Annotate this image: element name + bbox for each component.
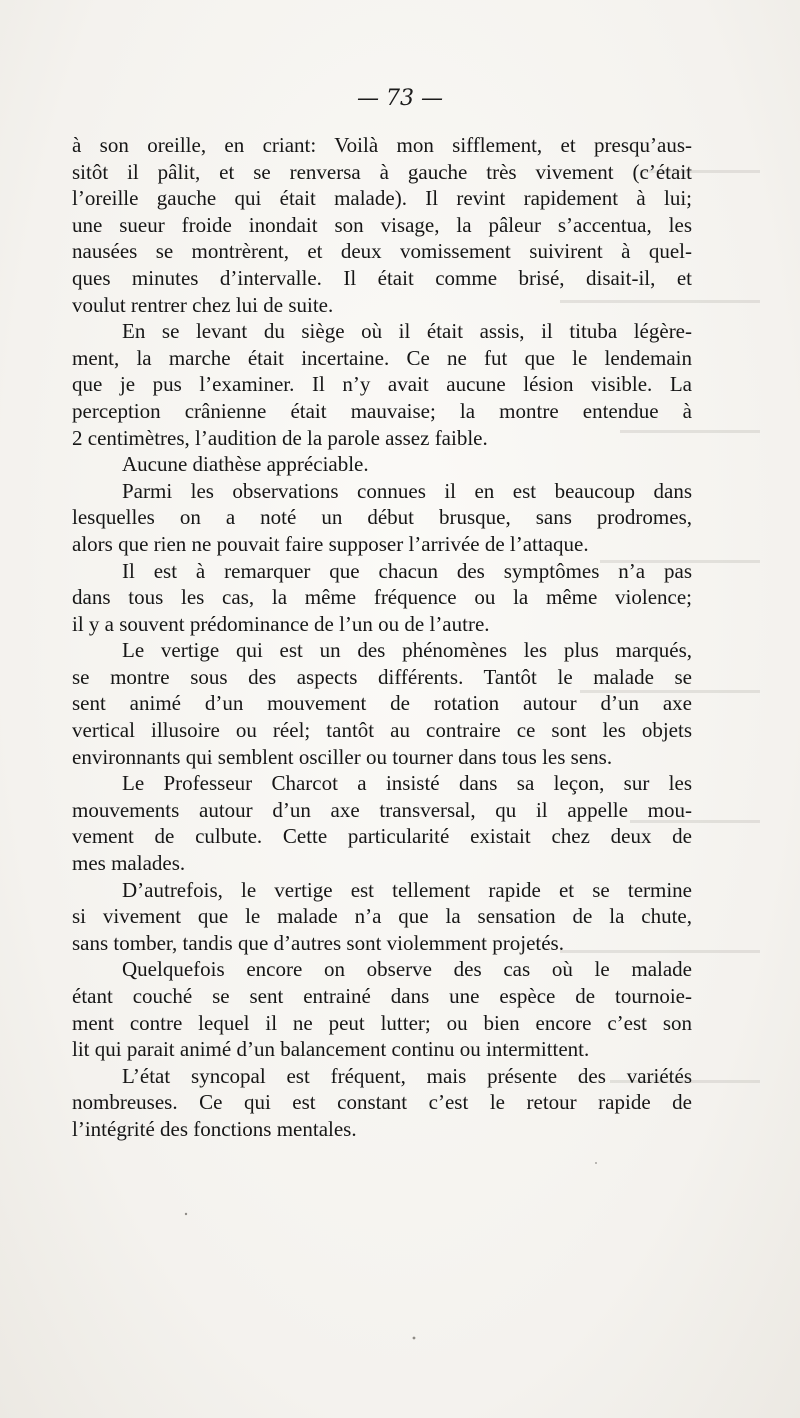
page-number: — 73 —	[357, 86, 443, 111]
text-line: mouvements autour d’un axe transversal, qu il appelle mou-	[72, 797, 692, 822]
text-line: alors que rien ne pouvait faire supposer l’arrivée de l’attaque.	[72, 531, 589, 556]
text-line: si vivement que le malade n’a que la sensation de la chute,	[72, 904, 692, 929]
text-line: vement de culbute. Cette particularité existait chez deux de	[72, 824, 692, 849]
text-line: 2 centimètres, l’audition de la parole assez faible.	[72, 425, 488, 450]
text-line: Parmi les observations connues il en est beaucoup dans	[122, 478, 692, 503]
text-line: Quelquefois encore on observe des cas où le malade	[122, 957, 692, 982]
text-line: environnants qui semblent osciller ou tourner dans tous les sens.	[72, 744, 613, 769]
text-line: Le Professeur Charcot a insisté dans sa leçon, sur les	[122, 771, 692, 796]
text-line: l’intégrité des fonctions mentales.	[72, 1116, 357, 1141]
text-line: ment, la marche était incertaine. Ce ne fut que le lendemain	[72, 345, 692, 370]
text-line: que je pus l’examiner. Il n’y avait aucune lésion visible. La	[72, 372, 692, 397]
body-text	[72, 132, 692, 1143]
text-line: il y a souvent prédominance de l’un ou de l’autre.	[72, 611, 490, 636]
text-line: sent animé d’un mouvement de rotation autour d’un axe	[72, 691, 692, 716]
text-line: une sueur froide inondait son visage, la pâleur s’accentua, les	[72, 212, 692, 237]
text-line: D’autrefois, le vertige est tellement rapide et se termine	[122, 877, 692, 902]
text-line: sitôt il pâlit, et se renversa à gauche très vivement (c’était	[72, 159, 692, 184]
text-line: Il est à remarquer que chacun des symptômes n’a pas	[122, 558, 692, 583]
text-line: Le vertige qui est un des phénomènes les plus marqués,	[122, 638, 692, 663]
text-line: étant couché se sent entrainé dans une espèce de tournoie-	[72, 984, 692, 1008]
text-line: En se levant du siège où il était assis, il tituba légère-	[122, 319, 692, 344]
text-line: voulut rentrer chez lui de suite.	[72, 292, 334, 317]
text-line: ques minutes d’intervalle. Il était comme brisé, disait-il, et	[72, 265, 692, 290]
text-line: dans tous les cas, la même fréquence ou la même violence;	[72, 585, 692, 610]
text-line: perception crânienne était mauvaise; la montre entendue à	[72, 398, 692, 423]
text-line: à son oreille, en criant: Voilà mon sifflement, et presqu’aus-	[72, 133, 692, 157]
text-line: L’état syncopal est fréquent, mais présente des variétés	[122, 1063, 692, 1088]
text-line: se montre sous des aspects différents. Tantôt le malade se	[72, 664, 692, 689]
text-line: mes malades.	[72, 851, 186, 876]
text-line: l’oreille gauche qui était malade). Il revint rapidement à lui;	[72, 186, 692, 211]
text-line: vertical illusoire ou réel; tantôt au contraire ce sont les objets	[72, 718, 692, 743]
text-line: nausées se montrèrent, et deux vomissement suivirent à quel-	[72, 239, 692, 264]
text-line: nombreuses. Ce qui est constant c’est le retour rapide de	[72, 1090, 692, 1115]
text-line: Aucune diathèse appréciable.	[122, 452, 369, 477]
text-line: lit qui parait animé d’un balancement continu ou intermittent.	[72, 1037, 590, 1062]
text-line: lesquelles on a noté un début brusque, sans prodromes,	[72, 505, 692, 530]
text-line: ment contre lequel il ne peut lutter; ou bien encore c’est son	[72, 1010, 692, 1035]
text-line: sans tomber, tandis que d’autres sont violemment projetés.	[72, 930, 564, 955]
